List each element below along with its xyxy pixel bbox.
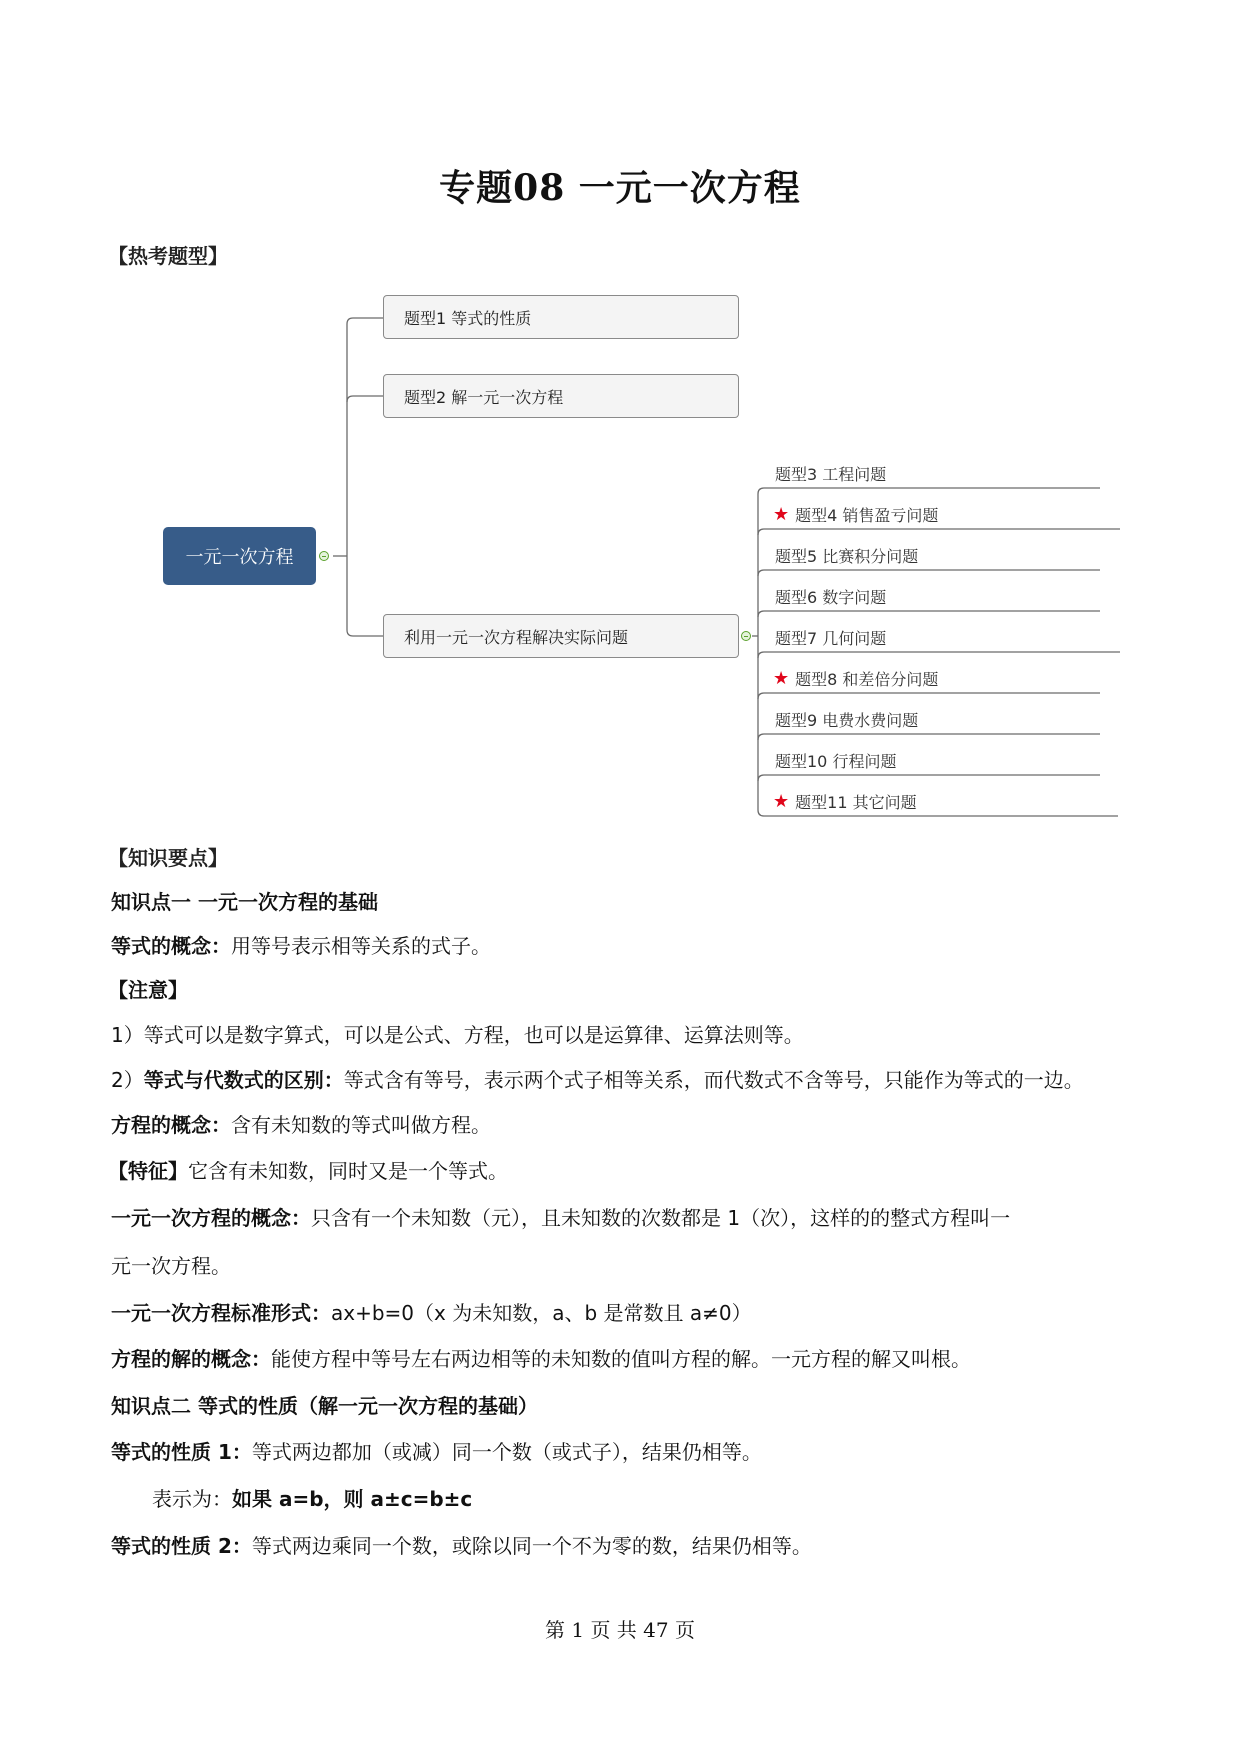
term: 【特征】 <box>108 1159 188 1183</box>
page-footer: 第 1 页 共 47 页 <box>545 1618 695 1642</box>
leaf-type9[interactable] <box>775 707 918 731</box>
leaf-label: 题型10 行程问题 <box>775 751 897 771</box>
expression: 如果 a=b，则 a±c=b±c <box>232 1487 473 1511</box>
term: 方程的概念： <box>111 1113 231 1137</box>
collapse-toggle-icon[interactable] <box>741 631 751 641</box>
definition: ax+b=0（x 为未知数，a、b 是常数且 a≠0） <box>331 1301 752 1325</box>
branch-type2[interactable]: 题型2 解一元一次方程 <box>383 374 739 418</box>
definition: 等式含有等号，表示两个式子相等关系，而代数式不含等号，只能作为等式的一边。 <box>343 1068 1084 1092</box>
equality-property-1-expression <box>152 1483 472 1512</box>
leaf-label: 题型3 工程问题 <box>775 464 887 484</box>
leaf-type5[interactable] <box>775 543 918 567</box>
leaf-label: 题型8 和差倍分问题 <box>795 669 939 689</box>
standard-form <box>111 1297 752 1326</box>
leaf-type3[interactable] <box>775 461 886 485</box>
hot-topics-heading: 【热考题型】 <box>108 244 228 268</box>
collapse-toggle-icon[interactable] <box>319 551 329 561</box>
prefix: 2） <box>111 1068 144 1092</box>
definition: 含有未知数的等式叫做方程。 <box>231 1113 491 1137</box>
term: 等式的性质 1： <box>111 1440 252 1464</box>
mindmap-root-node[interactable]: 一元一次方程 <box>163 527 316 585</box>
solution-concept <box>111 1343 971 1372</box>
term: 等式的性质 2： <box>111 1534 252 1558</box>
linear-equation-concept-cont: 元一次方程。 <box>111 1254 231 1278</box>
page-title: 专题08 一元一次方程 <box>439 167 801 209</box>
definition: 只含有一个未知数（元），且未知数的次数都是 1（次），这样的的整式方程叫一 <box>311 1206 1011 1230</box>
knowledge-heading: 【知识要点】 <box>108 846 228 870</box>
term: 等式的概念： <box>111 934 231 958</box>
leaf-label: 题型9 电费水费问题 <box>775 710 919 730</box>
leaf-label: 题型4 销售盈亏问题 <box>795 505 939 525</box>
term: 一元一次方程的概念： <box>111 1206 311 1230</box>
equation-concept <box>111 1109 491 1138</box>
leaf-type7[interactable] <box>775 625 886 649</box>
definition: 它含有未知数，同时又是一个等式。 <box>188 1159 508 1183</box>
feature <box>108 1155 508 1184</box>
leaf-label: 题型7 几何问题 <box>775 628 887 648</box>
term: 等式与代数式的区别： <box>143 1068 344 1092</box>
definition: 等式两边乘同一个数，或除以同一个不为零的数，结果仍相等。 <box>251 1534 812 1558</box>
mindmap-connectors <box>0 0 1240 840</box>
leaf-label: 题型6 数字问题 <box>775 587 887 607</box>
note-1: 1）等式可以是数字算式，可以是公式、方程，也可以是运算律、运算法则等。 <box>111 1023 804 1047</box>
knowledge-point1-title: 知识点一 一元一次方程的基础 <box>111 890 378 914</box>
note-2 <box>111 1064 1084 1093</box>
leaf-type8[interactable] <box>775 666 938 690</box>
term: 一元一次方程标准形式： <box>111 1301 331 1325</box>
leaf-type6[interactable] <box>775 584 886 608</box>
star-icon: ★ <box>773 790 790 812</box>
equality-property-2 <box>111 1530 812 1559</box>
term: 方程的解的概念： <box>111 1347 271 1371</box>
definition: 用等号表示相等关系的式子。 <box>231 934 491 958</box>
linear-equation-concept <box>111 1202 1010 1231</box>
leaf-type10[interactable] <box>775 748 896 772</box>
branch-practical[interactable]: 利用一元一次方程解决实际问题 <box>383 614 739 658</box>
note-heading: 【注意】 <box>108 978 188 1002</box>
definition: 等式两边都加（或减）同一个数（或式子），结果仍相等。 <box>251 1440 762 1464</box>
star-icon: ★ <box>773 503 790 525</box>
prefix: 表示为： <box>152 1487 232 1511</box>
knowledge-point2-title: 知识点二 等式的性质（解一元一次方程的基础） <box>111 1394 538 1418</box>
equality-concept <box>111 930 491 959</box>
leaf-label: 题型5 比赛积分问题 <box>775 546 919 566</box>
leaf-type11[interactable] <box>775 789 917 813</box>
mindmap <box>0 0 1240 840</box>
equality-property-1 <box>111 1436 762 1465</box>
star-icon: ★ <box>773 667 790 689</box>
leaf-label: 题型11 其它问题 <box>795 792 917 812</box>
definition: 能使方程中等号左右两边相等的未知数的值叫方程的解。一元方程的解又叫根。 <box>271 1347 971 1371</box>
branch-type1[interactable]: 题型1 等式的性质 <box>383 295 739 339</box>
leaf-type4[interactable] <box>775 502 938 526</box>
